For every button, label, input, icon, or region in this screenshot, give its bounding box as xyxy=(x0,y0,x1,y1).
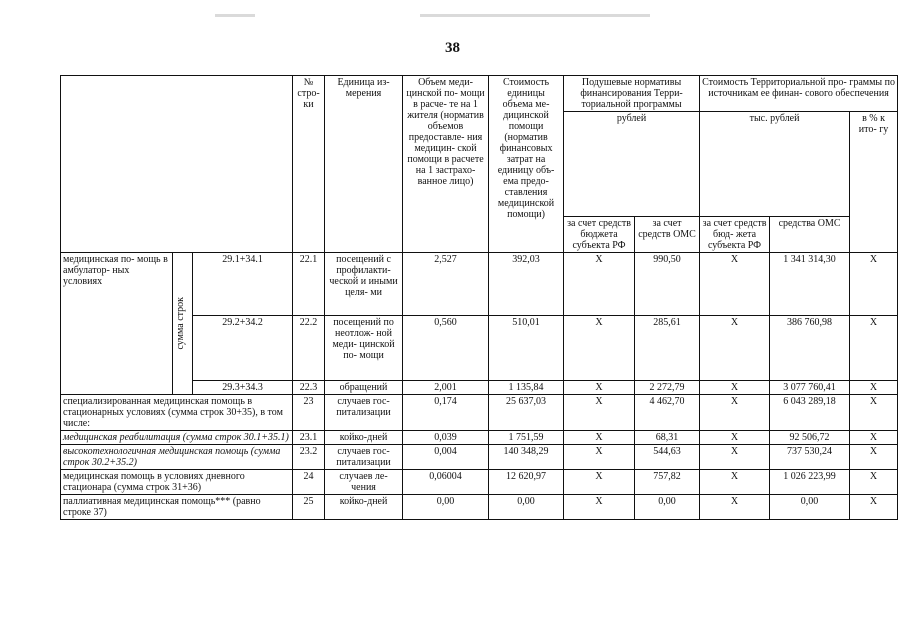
row-tc-budget: X xyxy=(700,445,770,470)
header-tc-oms: средства ОМС xyxy=(770,217,850,253)
row-unit: случаев гос- питализации xyxy=(325,445,403,470)
row-sum: 29.3+34.3 xyxy=(193,381,293,395)
row-cost: 1 135,84 xyxy=(489,381,564,395)
row-label: высокотехнологичная медицинская помощь (сумма строк 30.2+35.2) xyxy=(61,445,293,470)
header-total-cost: Стоимость Территориальной про- граммы по источникам ее финан- сового обеспечения xyxy=(700,76,898,112)
header-per-capita: Подушевые нормативы финансирования Терри- ториальной программы xyxy=(564,76,700,112)
row-tc-pct: X xyxy=(850,470,898,495)
scan-artifact xyxy=(215,14,255,17)
row-unit: койко-дней xyxy=(325,495,403,520)
row-no: 22.1 xyxy=(293,253,325,316)
row-tc-budget: X xyxy=(700,431,770,445)
row-volume: 0,004 xyxy=(403,445,489,470)
row-volume: 2,527 xyxy=(403,253,489,316)
row-unit: случаев гос- питализации xyxy=(325,395,403,431)
row-pc-budget: X xyxy=(564,470,635,495)
group-vertical-label: сумма строк xyxy=(173,253,193,395)
row-no: 23.1 xyxy=(293,431,325,445)
header-blank xyxy=(61,76,293,253)
row-tc-budget: X xyxy=(700,470,770,495)
scan-artifact xyxy=(420,14,650,17)
row-tc-pct: X xyxy=(850,431,898,445)
row-label: специализированная медицинская помощь в стационарных условиях (сумма строк 30+35), в том числе: xyxy=(61,395,293,431)
row-pc-oms: 285,61 xyxy=(635,316,700,381)
row-no: 25 xyxy=(293,495,325,520)
row-cost: 25 637,03 xyxy=(489,395,564,431)
header-tc-pct: в % к ито- гу xyxy=(850,112,898,253)
row-sum: 29.2+34.2 xyxy=(193,316,293,381)
row-no: 23 xyxy=(293,395,325,431)
row-no: 22.2 xyxy=(293,316,325,381)
row-tc-pct: X xyxy=(850,316,898,381)
row-unit: обращений xyxy=(325,381,403,395)
row-tc-budget: X xyxy=(700,495,770,520)
table-row xyxy=(61,395,898,431)
row-pc-budget: X xyxy=(564,431,635,445)
row-tc-oms: 737 530,24 xyxy=(770,445,850,470)
row-tc-budget: X xyxy=(700,381,770,395)
row-cost: 1 751,59 xyxy=(489,431,564,445)
row-cost: 392,03 xyxy=(489,253,564,316)
row-pc-budget: X xyxy=(564,253,635,316)
row-unit: койко-дней xyxy=(325,431,403,445)
header-row xyxy=(61,76,898,112)
row-cost: 510,01 xyxy=(489,316,564,381)
row-pc-budget: X xyxy=(564,395,635,431)
row-tc-oms: 3 077 760,41 xyxy=(770,381,850,395)
row-unit: посещений с профилакти- ческой и иными целя- ми xyxy=(325,253,403,316)
row-tc-budget: X xyxy=(700,316,770,381)
row-pc-oms: 4 462,70 xyxy=(635,395,700,431)
row-no: 22.3 xyxy=(293,381,325,395)
row-pc-budget: X xyxy=(564,316,635,381)
header-unit: Единица из- мерения xyxy=(325,76,403,253)
table-row xyxy=(61,495,898,520)
row-cost: 140 348,29 xyxy=(489,445,564,470)
table-row xyxy=(61,431,898,445)
header-total-unit: тыс. рублей xyxy=(700,112,850,217)
row-cost: 12 620,97 xyxy=(489,470,564,495)
row-pc-oms: 757,82 xyxy=(635,470,700,495)
header-cost: Стоимость единицы объема ме- дицинской помощи (норматив финансовых затрат на единицу объ- ема предо- ставления медицинской помощи) xyxy=(489,76,564,253)
row-volume: 2,001 xyxy=(403,381,489,395)
row-pc-budget: X xyxy=(564,381,635,395)
row-tc-oms: 386 760,98 xyxy=(770,316,850,381)
row-sum: 29.1+34.1 xyxy=(193,253,293,316)
row-tc-oms: 1 341 314,30 xyxy=(770,253,850,316)
header-tc-budget: за счет средств бюд- жета субъекта РФ xyxy=(700,217,770,253)
header-volume: Объем меди- цинской по- мощи в расче- те на 1 жителя (норматив объемов предоставле- ния медицин- ской помощи в расчете на 1 застрахо- ванное лицо) xyxy=(403,76,489,253)
header-row-no: № стро- ки xyxy=(293,76,325,253)
row-tc-pct: X xyxy=(850,445,898,470)
row-cost: 0,00 xyxy=(489,495,564,520)
row-no: 23.2 xyxy=(293,445,325,470)
row-pc-oms: 544,63 xyxy=(635,445,700,470)
row-unit: случаев ле- чения xyxy=(325,470,403,495)
row-tc-pct: X xyxy=(850,495,898,520)
row-pc-budget: X xyxy=(564,495,635,520)
row-volume: 0,06004 xyxy=(403,470,489,495)
header-pc-oms: за счет средств ОМС xyxy=(635,217,700,253)
header-pc-budget: за счет средств бюджета субъекта РФ xyxy=(564,217,635,253)
row-tc-budget: X xyxy=(700,253,770,316)
row-label: паллиативная медицинская помощь*** (равно строке 37) xyxy=(61,495,293,520)
row-unit: посещений по неотлож- ной меди- цинской по- мощи xyxy=(325,316,403,381)
row-tc-oms: 0,00 xyxy=(770,495,850,520)
row-pc-oms: 68,31 xyxy=(635,431,700,445)
row-label: медицинская реабилитация (сумма строк 30.1+35.1) xyxy=(61,431,293,445)
row-no: 24 xyxy=(293,470,325,495)
group-label: медицинская по- мощь в амбулатор- ных условиях xyxy=(61,253,173,395)
row-pc-oms: 990,50 xyxy=(635,253,700,316)
row-pc-oms: 2 272,79 xyxy=(635,381,700,395)
row-volume: 0,560 xyxy=(403,316,489,381)
row-tc-oms: 6 043 289,18 xyxy=(770,395,850,431)
row-tc-oms: 1 026 223,99 xyxy=(770,470,850,495)
row-pc-budget: X xyxy=(564,445,635,470)
row-tc-oms: 92 506,72 xyxy=(770,431,850,445)
row-tc-pct: X xyxy=(850,253,898,316)
page-number: 38 xyxy=(445,40,460,56)
row-pc-oms: 0,00 xyxy=(635,495,700,520)
row-label: медицинская помощь в условиях дневного стационара (сумма строк 31+36) xyxy=(61,470,293,495)
row-tc-pct: X xyxy=(850,395,898,431)
table-row xyxy=(61,470,898,495)
table-row xyxy=(61,445,898,470)
row-volume: 0,039 xyxy=(403,431,489,445)
row-volume: 0,00 xyxy=(403,495,489,520)
table-row xyxy=(61,253,898,316)
program-cost-table xyxy=(60,75,898,520)
row-tc-budget: X xyxy=(700,395,770,431)
row-volume: 0,174 xyxy=(403,395,489,431)
header-per-capita-unit: рублей xyxy=(564,112,700,217)
row-tc-pct: X xyxy=(850,381,898,395)
